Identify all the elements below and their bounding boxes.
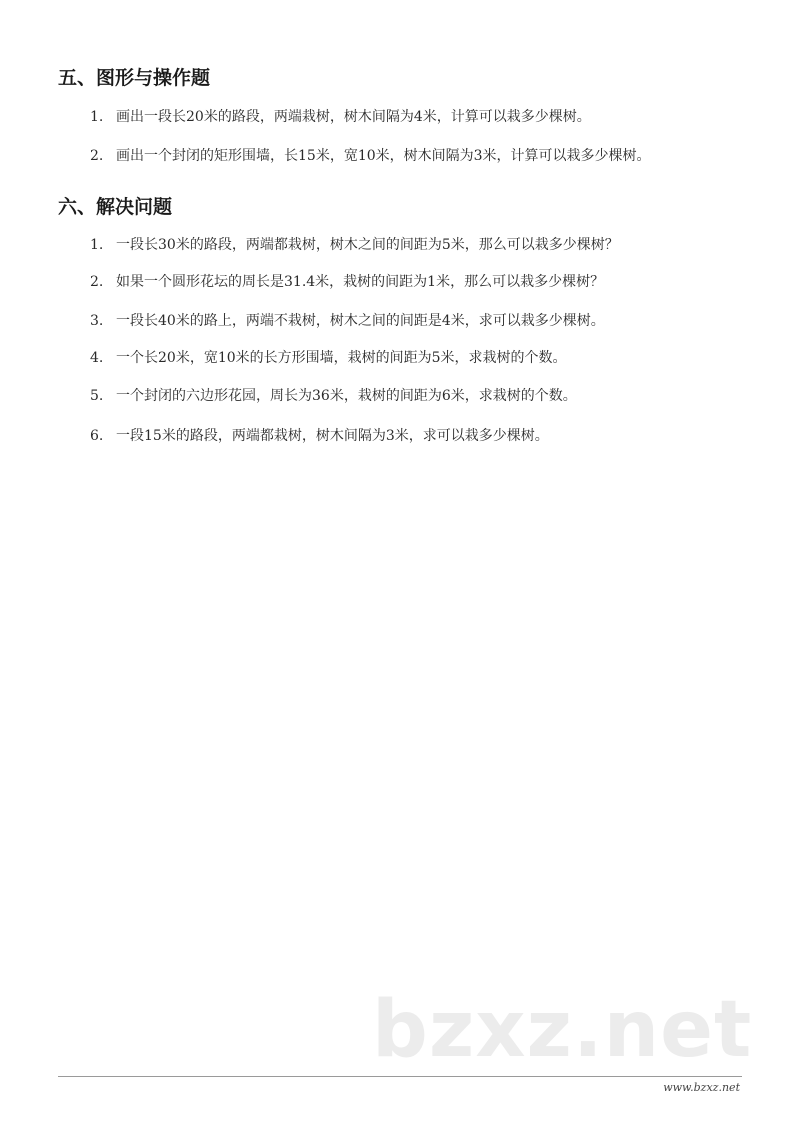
question-6-4 (90, 347, 567, 367)
question-6-3 (90, 310, 605, 330)
question-text: 一段长30米的路段，两端都栽树，树木之间的间距为5米，那么可以栽多少棵树？ (116, 237, 619, 253)
question-text: 一段长40米的路上，两端不栽树，树木之间的间距是4米，求可以栽多少棵树。 (116, 313, 605, 329)
question-5-1 (90, 106, 591, 126)
question-number: 5. (90, 388, 104, 404)
footer-divider (58, 1076, 742, 1077)
question-text: 一个封闭的六边形花园，周长为36米，栽树的间距为6米，求栽树的个数。 (116, 388, 577, 404)
question-6-6 (90, 425, 549, 445)
footer-url[interactable]: www.bzxz.net (663, 1081, 740, 1094)
question-6-5 (90, 385, 577, 405)
watermark: bzxz.net (372, 985, 753, 1075)
question-text: 画出一段长20米的路段，两端栽树，树木间隔为4米，计算可以栽多少棵树。 (116, 109, 591, 125)
question-5-2 (90, 145, 651, 165)
question-text: 一段15米的路段，两端都栽树，树木间隔为3米，求可以栽多少棵树。 (116, 428, 549, 444)
question-number: 3. (90, 313, 104, 329)
section-5-title: 五、图形与操作题 (58, 67, 211, 89)
question-number: 1. (90, 237, 104, 253)
question-text: 如果一个圆形花坛的周长是31.4米，栽树的间距为1米，那么可以栽多少棵树？ (116, 274, 605, 290)
question-6-2 (90, 271, 604, 291)
question-text: 一个长20米，宽10米的长方形围墙，栽树的间距为5米，求栽树的个数。 (116, 350, 567, 366)
question-number: 2. (90, 274, 104, 290)
question-number: 1. (90, 109, 104, 125)
question-text: 画出一个封闭的矩形围墙，长15米，宽10米，树木间隔为3米，计算可以栽多少棵树。 (116, 148, 651, 164)
section-6-title: 六、解决问题 (58, 196, 173, 218)
question-number: 6. (90, 428, 104, 444)
question-number: 4. (90, 350, 104, 366)
question-6-1 (90, 234, 619, 254)
question-number: 2. (90, 148, 104, 164)
